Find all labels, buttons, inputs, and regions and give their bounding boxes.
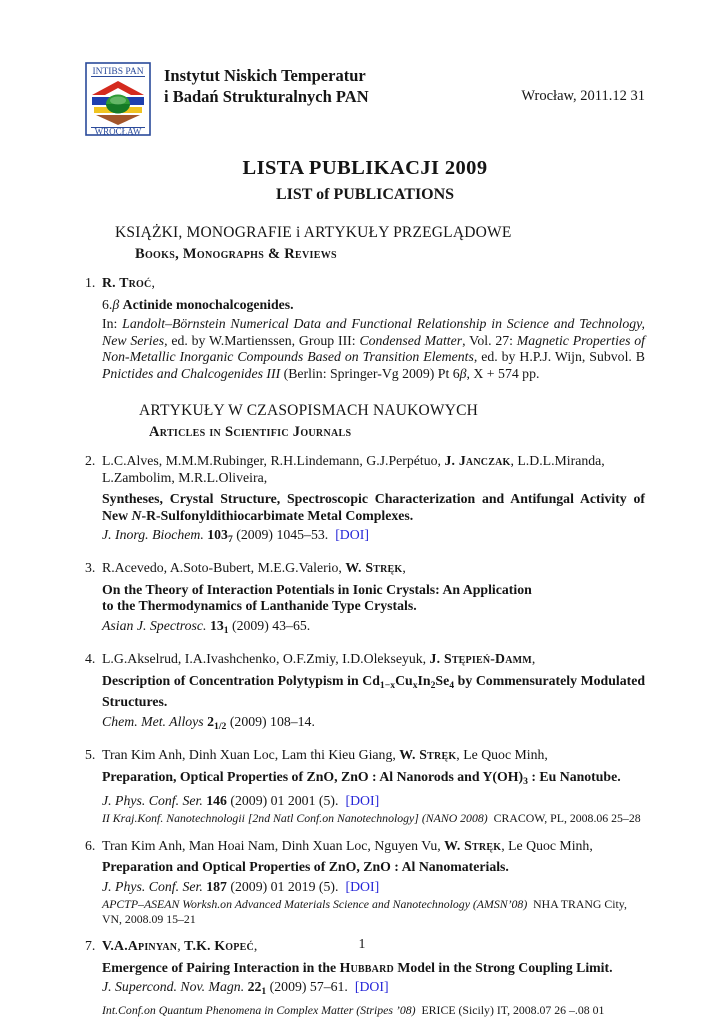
text-segment: Condensed Matter	[359, 332, 463, 348]
text-segment: II Kraj.Konf. Nanotechnologii [2nd Natl Conf.on Nanotechnology] (NANO 2008)	[102, 811, 488, 826]
text-segment: , Le Quoc Minh,	[456, 747, 548, 763]
text-segment: ,	[253, 938, 258, 954]
page-number: 1	[358, 936, 366, 951]
item-number: 3.	[85, 560, 96, 576]
text-segment: ERICE (Sicily) IT, 2008.07 26 –.08 01	[415, 1002, 605, 1017]
text-segment: W. Stręk	[345, 560, 403, 576]
reference-line	[102, 793, 645, 810]
text-segment: Pnictides and Chalcogenides III	[102, 365, 281, 381]
text-segment: 187	[206, 878, 227, 894]
text-segment: , ed. by W.Martienssen, Group III:	[164, 332, 360, 348]
publication-title	[102, 859, 645, 876]
text-segment: ,	[177, 938, 185, 954]
item-number: 4.	[85, 651, 96, 667]
section-items	[85, 275, 645, 382]
text-segment: Cu	[395, 672, 413, 688]
text-segment: 7	[227, 533, 233, 545]
page-title: LISTA PUBLIKACJI 2009	[242, 157, 488, 179]
item-number: 7.	[85, 938, 96, 954]
text-segment: Int.Conf.on Quantum Phenomena in Complex Matter (Stripes ’08)	[102, 1002, 416, 1017]
author-line	[102, 275, 645, 292]
text-segment: 13	[209, 617, 224, 633]
text-segment: 2	[430, 679, 436, 691]
page-subtitle: LIST of PUBLICATIONS	[275, 186, 455, 203]
text-segment: to the Thermodynamics of Lanthanide Type Crystals.	[102, 598, 417, 614]
institute-name	[164, 62, 369, 107]
text-segment: (2009) 43–65.	[228, 617, 311, 633]
text-segment: Preparation, Optical Properties of ZnO, ZnO : Al Nanorods and Y(OH)	[102, 768, 524, 784]
publication-item	[85, 560, 645, 639]
text-segment: 6.	[102, 296, 113, 312]
publication-title	[102, 960, 645, 977]
logo-top-text: INTIBS PAN	[92, 67, 144, 77]
author-line	[102, 747, 645, 764]
text-segment: W. Stręk	[399, 747, 457, 763]
item-body	[102, 275, 645, 382]
text-segment: 4	[449, 679, 455, 691]
page-footer	[0, 936, 724, 952]
text-segment: Model in the Strong Coupling Limit.	[393, 959, 613, 975]
publication-title	[102, 297, 645, 314]
text-segment: Actinide monochalcogenides.	[119, 296, 294, 312]
text-segment: APCTP–ASEAN Worksh.on Advanced Materials Science and Nanotechnology (AMSN’08)	[102, 897, 528, 912]
text-segment: N	[131, 507, 142, 523]
text-segment: NHA TRANG City, VN, 2008.09 15–21	[102, 897, 627, 926]
author-line	[102, 453, 645, 486]
text-segment: β	[112, 296, 120, 312]
author-line	[102, 838, 645, 855]
text-segment: J. Phys. Conf. Ser.	[102, 878, 203, 894]
item-body	[102, 560, 645, 639]
text-segment: R.Acevedo, A.Soto-Bubert, M.E.G.Valerio,	[102, 560, 346, 576]
text-segment: x	[412, 679, 418, 691]
publication-title	[102, 673, 645, 711]
item-number: 6.	[85, 837, 96, 853]
publication-item	[85, 275, 645, 382]
text-segment: , Vol. 27:	[462, 332, 517, 348]
institute-name-line1: Instytut Niskich Temperatur	[164, 66, 366, 85]
publication-item	[85, 747, 645, 826]
text-segment: 1	[223, 624, 229, 636]
text-segment: , L.D.L.Miranda, L.Zambolim, M.R.L.Oliveira,	[102, 453, 605, 485]
text-segment: (2009) 01 2019 (5).	[226, 878, 339, 894]
publication-title	[102, 769, 645, 790]
item-number: 1.	[85, 275, 96, 290]
text-segment: J. Stępień-Damm	[429, 651, 532, 667]
text-segment: Asian J. Spectrosc.	[102, 617, 207, 633]
text-segment: 2	[207, 713, 215, 729]
publication-title	[102, 491, 645, 524]
text-segment: 103	[207, 527, 228, 542]
reference-line	[102, 879, 645, 896]
text-segment: (2009) 1045–53.	[232, 527, 329, 542]
text-segment: In:	[102, 316, 123, 331]
reference-line	[102, 316, 645, 382]
logo-bottom-text: WROCŁAW	[94, 126, 142, 136]
item-body	[102, 453, 645, 548]
conference-note	[102, 1003, 645, 1018]
publications-list	[85, 224, 645, 1017]
section-heading-pl: ARTYKUŁY W CZASOPISMACH NAUKOWYCH	[139, 402, 479, 419]
conference-note	[102, 811, 645, 826]
publication-item	[85, 453, 645, 548]
text-segment: T.K. Kopeć	[184, 938, 254, 954]
text-segment: Syntheses, Crystal Structure, Spectroscopic Characterization and Antifungal Activity of New	[102, 491, 645, 523]
text-segment: 22	[247, 979, 262, 995]
institute-logo	[85, 62, 151, 136]
doi-link[interactable]: [DOI]	[345, 878, 380, 894]
text-segment: In	[417, 672, 431, 688]
text-segment: J. Phys. Conf. Ser.	[102, 792, 203, 808]
text-segment: Se	[435, 672, 450, 688]
text-segment: Chem. Met. Alloys	[102, 713, 204, 729]
author-line	[102, 651, 645, 668]
text-segment: J. Janczak	[444, 453, 511, 468]
text-segment: (Berlin: Springer-Vg 2009) Pt 6	[280, 365, 460, 381]
institute-name-line2: i Badań Strukturalnych PAN	[164, 87, 369, 106]
text-segment: Preparation and Optical Properties of ZnO, ZnO : Al Nanomaterials.	[102, 859, 509, 875]
text-segment: ,	[531, 651, 536, 667]
section-items	[85, 453, 645, 1017]
text-segment: , Le Quoc Minh,	[501, 837, 593, 853]
doi-link[interactable]: [DOI]	[345, 792, 380, 808]
text-segment: 146	[206, 792, 227, 808]
text-segment: W. Stręk	[444, 837, 502, 853]
text-segment: by Commensurately Modulated Structures.	[102, 672, 645, 710]
text-segment: (2009) 57–61.	[266, 979, 348, 995]
publication-title	[102, 582, 645, 615]
section-heading-pl: KSIĄŻKI, MONOGRAFIE i ARTYKUŁY PRZEGLĄDOWE	[115, 224, 512, 241]
text-segment: 3	[523, 775, 528, 787]
doi-link[interactable]: [DOI]	[354, 979, 389, 995]
item-body	[102, 651, 645, 735]
section-heading-en: Articles in Scientific Journals	[149, 424, 352, 440]
doi-link[interactable]: [DOI]	[335, 527, 369, 542]
text-segment: CRACOW, PL, 2008.06 25–28	[487, 811, 641, 826]
page-header	[85, 62, 645, 136]
reference-line	[102, 714, 645, 735]
text-segment: 1−x	[379, 679, 396, 691]
text-segment: ,	[402, 560, 406, 576]
item-number: 2.	[85, 453, 96, 468]
text-segment: Description of Concentration Polytypism in Cd	[102, 672, 380, 688]
text-segment: 1/2	[214, 720, 227, 732]
item-body	[102, 838, 645, 927]
header-date: Wrocław, 2011.12 31	[521, 88, 645, 104]
text-segment: β	[459, 365, 467, 381]
text-segment: , ed. by H.P.J. Wijn, Subvol. B	[473, 349, 645, 364]
publication-item	[85, 838, 645, 927]
text-segment: L.C.Alves, M.M.M.Rubinger, R.H.Lindemann, G.J.Perpétuo,	[102, 453, 445, 468]
publication-section	[85, 402, 645, 1017]
text-segment: On the Theory of Interaction Potentials in Ionic Crystals: An Application	[102, 581, 532, 597]
reference-line	[102, 618, 645, 639]
text-segment: ,	[151, 275, 155, 290]
title-block	[85, 157, 645, 204]
text-segment: 1	[261, 986, 267, 998]
text-segment: Tran Kim Anh, Dinh Xuan Loc, Lam thi Kieu Giang,	[102, 747, 400, 763]
item-body	[102, 747, 645, 826]
text-segment: Landolt–Börnstein Numerical Data and Functional Relationship in Science and Technology, New Series	[102, 316, 645, 348]
text-segment: R. Troć	[102, 275, 152, 290]
reference-line	[102, 527, 645, 548]
text-segment: Magnetic Properties of Non-Metallic Inorganic Compounds Based on Transition Elements	[102, 332, 646, 364]
author-line	[102, 560, 645, 577]
reference-line	[102, 979, 645, 1000]
publication-item	[85, 651, 645, 735]
text-segment: (2009) 108–14.	[226, 713, 315, 729]
text-segment: L.G.Akselrud, I.A.Ivashchenko, O.F.Zmiy, I.D.Olekseyuk,	[102, 651, 430, 667]
text-segment: Emergence of Pairing Interaction in the	[102, 959, 340, 975]
publication-section	[85, 224, 645, 382]
text-segment: : Eu Nanotube.	[527, 768, 621, 784]
item-number: 5.	[85, 747, 96, 763]
text-segment: J. Supercond. Nov. Magn.	[102, 979, 245, 995]
section-heading-en: Books, Monographs & Reviews	[135, 246, 337, 262]
text-segment: -R-Sulfonyldithiocarbimate Metal Complexes.	[141, 507, 414, 523]
conference-note	[102, 897, 645, 926]
text-segment: , X + 574 pp.	[466, 365, 540, 381]
text-segment: J. Inorg. Biochem.	[102, 527, 204, 542]
text-segment: V.A.Apinyan	[102, 938, 178, 954]
text-segment: (2009) 01 2001 (5).	[226, 792, 339, 808]
text-segment: Tran Kim Anh, Man Hoai Nam, Dinh Xuan Loc, Nguyen Vu,	[102, 837, 445, 853]
text-segment: Hubbard	[339, 959, 394, 975]
